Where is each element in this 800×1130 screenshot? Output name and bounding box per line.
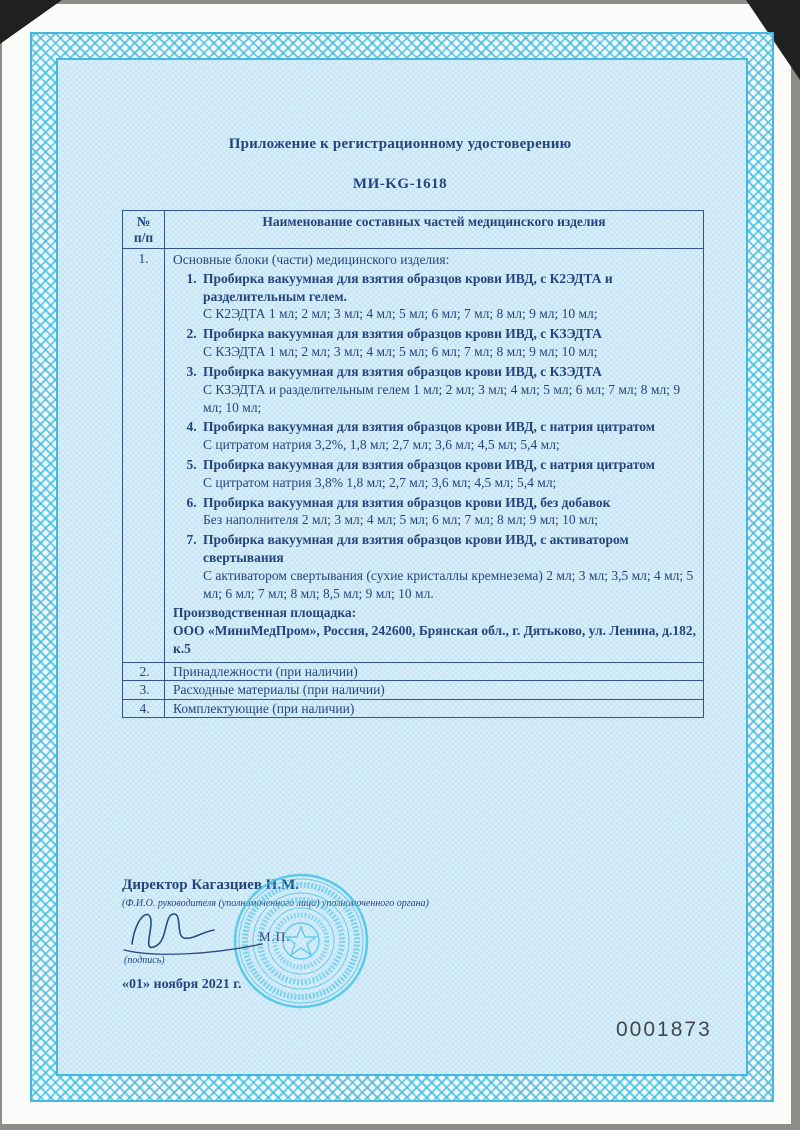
stamp-emblem (286, 927, 316, 955)
component-item (200, 363, 697, 416)
registration-number: МИ-KG-1618 (352, 176, 448, 192)
header-num-line2: п/п (133, 229, 154, 245)
component-item (200, 325, 697, 361)
component-desc: Без наполнителя 2 мл; 3 мл; 4 мл; 5 мл; 6 мл; 7 мл; 8 мл; 9 мл; 10 мл; (203, 512, 599, 528)
row-text: Расходные материалы (при наличии) (165, 681, 704, 700)
component-item (200, 456, 697, 492)
component-desc: С цитратом натрия 3,8% 1,8 мл; 2,7 мл; 3,6 мл; 4,5 мл; 5,4 мл; (203, 474, 557, 490)
component-list (173, 270, 697, 603)
header-name: Наименование составных частей медицинского изделия (165, 211, 704, 249)
document-date: «01» ноября 2021 г. (122, 977, 242, 992)
component-item (200, 270, 697, 323)
component-desc: С КЗЭДТА 1 мл; 2 мл; 3 мл; 4 мл; 5 мл; 6 мл; 7 мл; 8 мл; 9 мл; 10 мл; (203, 344, 598, 360)
component-title: 6. Пробирка вакуумная для взятия образцов крови ИВД, без добавок (203, 494, 611, 510)
row-number: 3. (123, 681, 165, 700)
component-title: 4. Пробирка вакуумная для взятия образцов крови ИВД, с натрия цитратом (203, 419, 655, 435)
header-num (123, 211, 165, 249)
component-title: 1. Пробирка вакуумная для взятия образцов крови ИВД, с К2ЭДТА и разделительным гелем. (203, 270, 613, 304)
component-item (200, 418, 697, 454)
signature (118, 900, 268, 962)
table-row (123, 699, 704, 718)
production-site-label: Производственная площадка: (173, 605, 357, 621)
row-text: Комплектующие (при наличии) (165, 699, 704, 718)
table-header-row (123, 211, 704, 249)
header-num-line1: № (136, 214, 151, 229)
director-name: Директор Кагазциев Н.М. (122, 877, 300, 893)
components-table (122, 210, 704, 718)
row1-number: 1. (123, 249, 165, 663)
component-item (200, 494, 697, 530)
table-row (123, 662, 704, 681)
production-site-address: ООО «МиниМедПром», Россия, 242600, Брянская обл., г. Дятьково, ул. Ленина, д.182, к.5 (173, 623, 696, 657)
component-desc: С цитратом натрия 3,2%, 1,8 мл; 2,7 мл; 3,6 мл; 4,5 мл; 5,4 мл; (203, 437, 560, 453)
director-note: (Ф.И.О. руководителя (уполномоченного лица) уполномоченного органа) (122, 898, 429, 909)
component-title: 3. Пробирка вакуумная для взятия образцов крови ИВД, с КЗЭДТА (203, 363, 602, 379)
table-row (123, 681, 704, 700)
component-title: 5. Пробирка вакуумная для взятия образцов крови ИВД, с натрия цитратом (203, 456, 655, 472)
serial-number: 0001873 (616, 1018, 712, 1041)
table-row-main (123, 249, 704, 663)
component-desc: С активатором свертывания (сухие кристаллы кремнезема) 2 мл; 3 мл; 3,5 мл; 4 мл; 5 мл; 6 мл; 7 мл; 8 мл; 8,5 мл; 9 мл; 10 мл. (203, 567, 694, 601)
component-title: 2. Пробирка вакуумная для взятия образцов крови ИВД, с КЗЭДТА (203, 326, 602, 342)
row-number: 2. (123, 662, 165, 681)
signature-note: (подпись) (124, 955, 165, 966)
row-number: 4. (123, 699, 165, 718)
document-title: Приложение к регистрационному удостоверению (228, 136, 572, 152)
row1-intro: Основные блоки (части) медицинского изделия: (173, 252, 450, 268)
component-desc: С К2ЭДТА 1 мл; 2 мл; 3 мл; 4 мл; 5 мл; 6 мл; 7 мл; 8 мл; 9 мл; 10 мл; (203, 306, 598, 322)
row1-body (165, 249, 704, 663)
component-desc: С КЗЭДТА и разделительным гелем 1 мл; 2 мл; 3 мл; 4 мл; 5 мл; 6 мл; 7 мл; 8 мл; 9 мл; 10 мл; (203, 381, 681, 415)
row-text: Принадлежности (при наличии) (165, 662, 704, 681)
component-title: 7. Пробирка вакуумная для взятия образцов крови ИВД, с активатором свертывания (203, 532, 629, 566)
stamp-place-label: М.П. (259, 929, 291, 944)
component-item (200, 531, 697, 602)
